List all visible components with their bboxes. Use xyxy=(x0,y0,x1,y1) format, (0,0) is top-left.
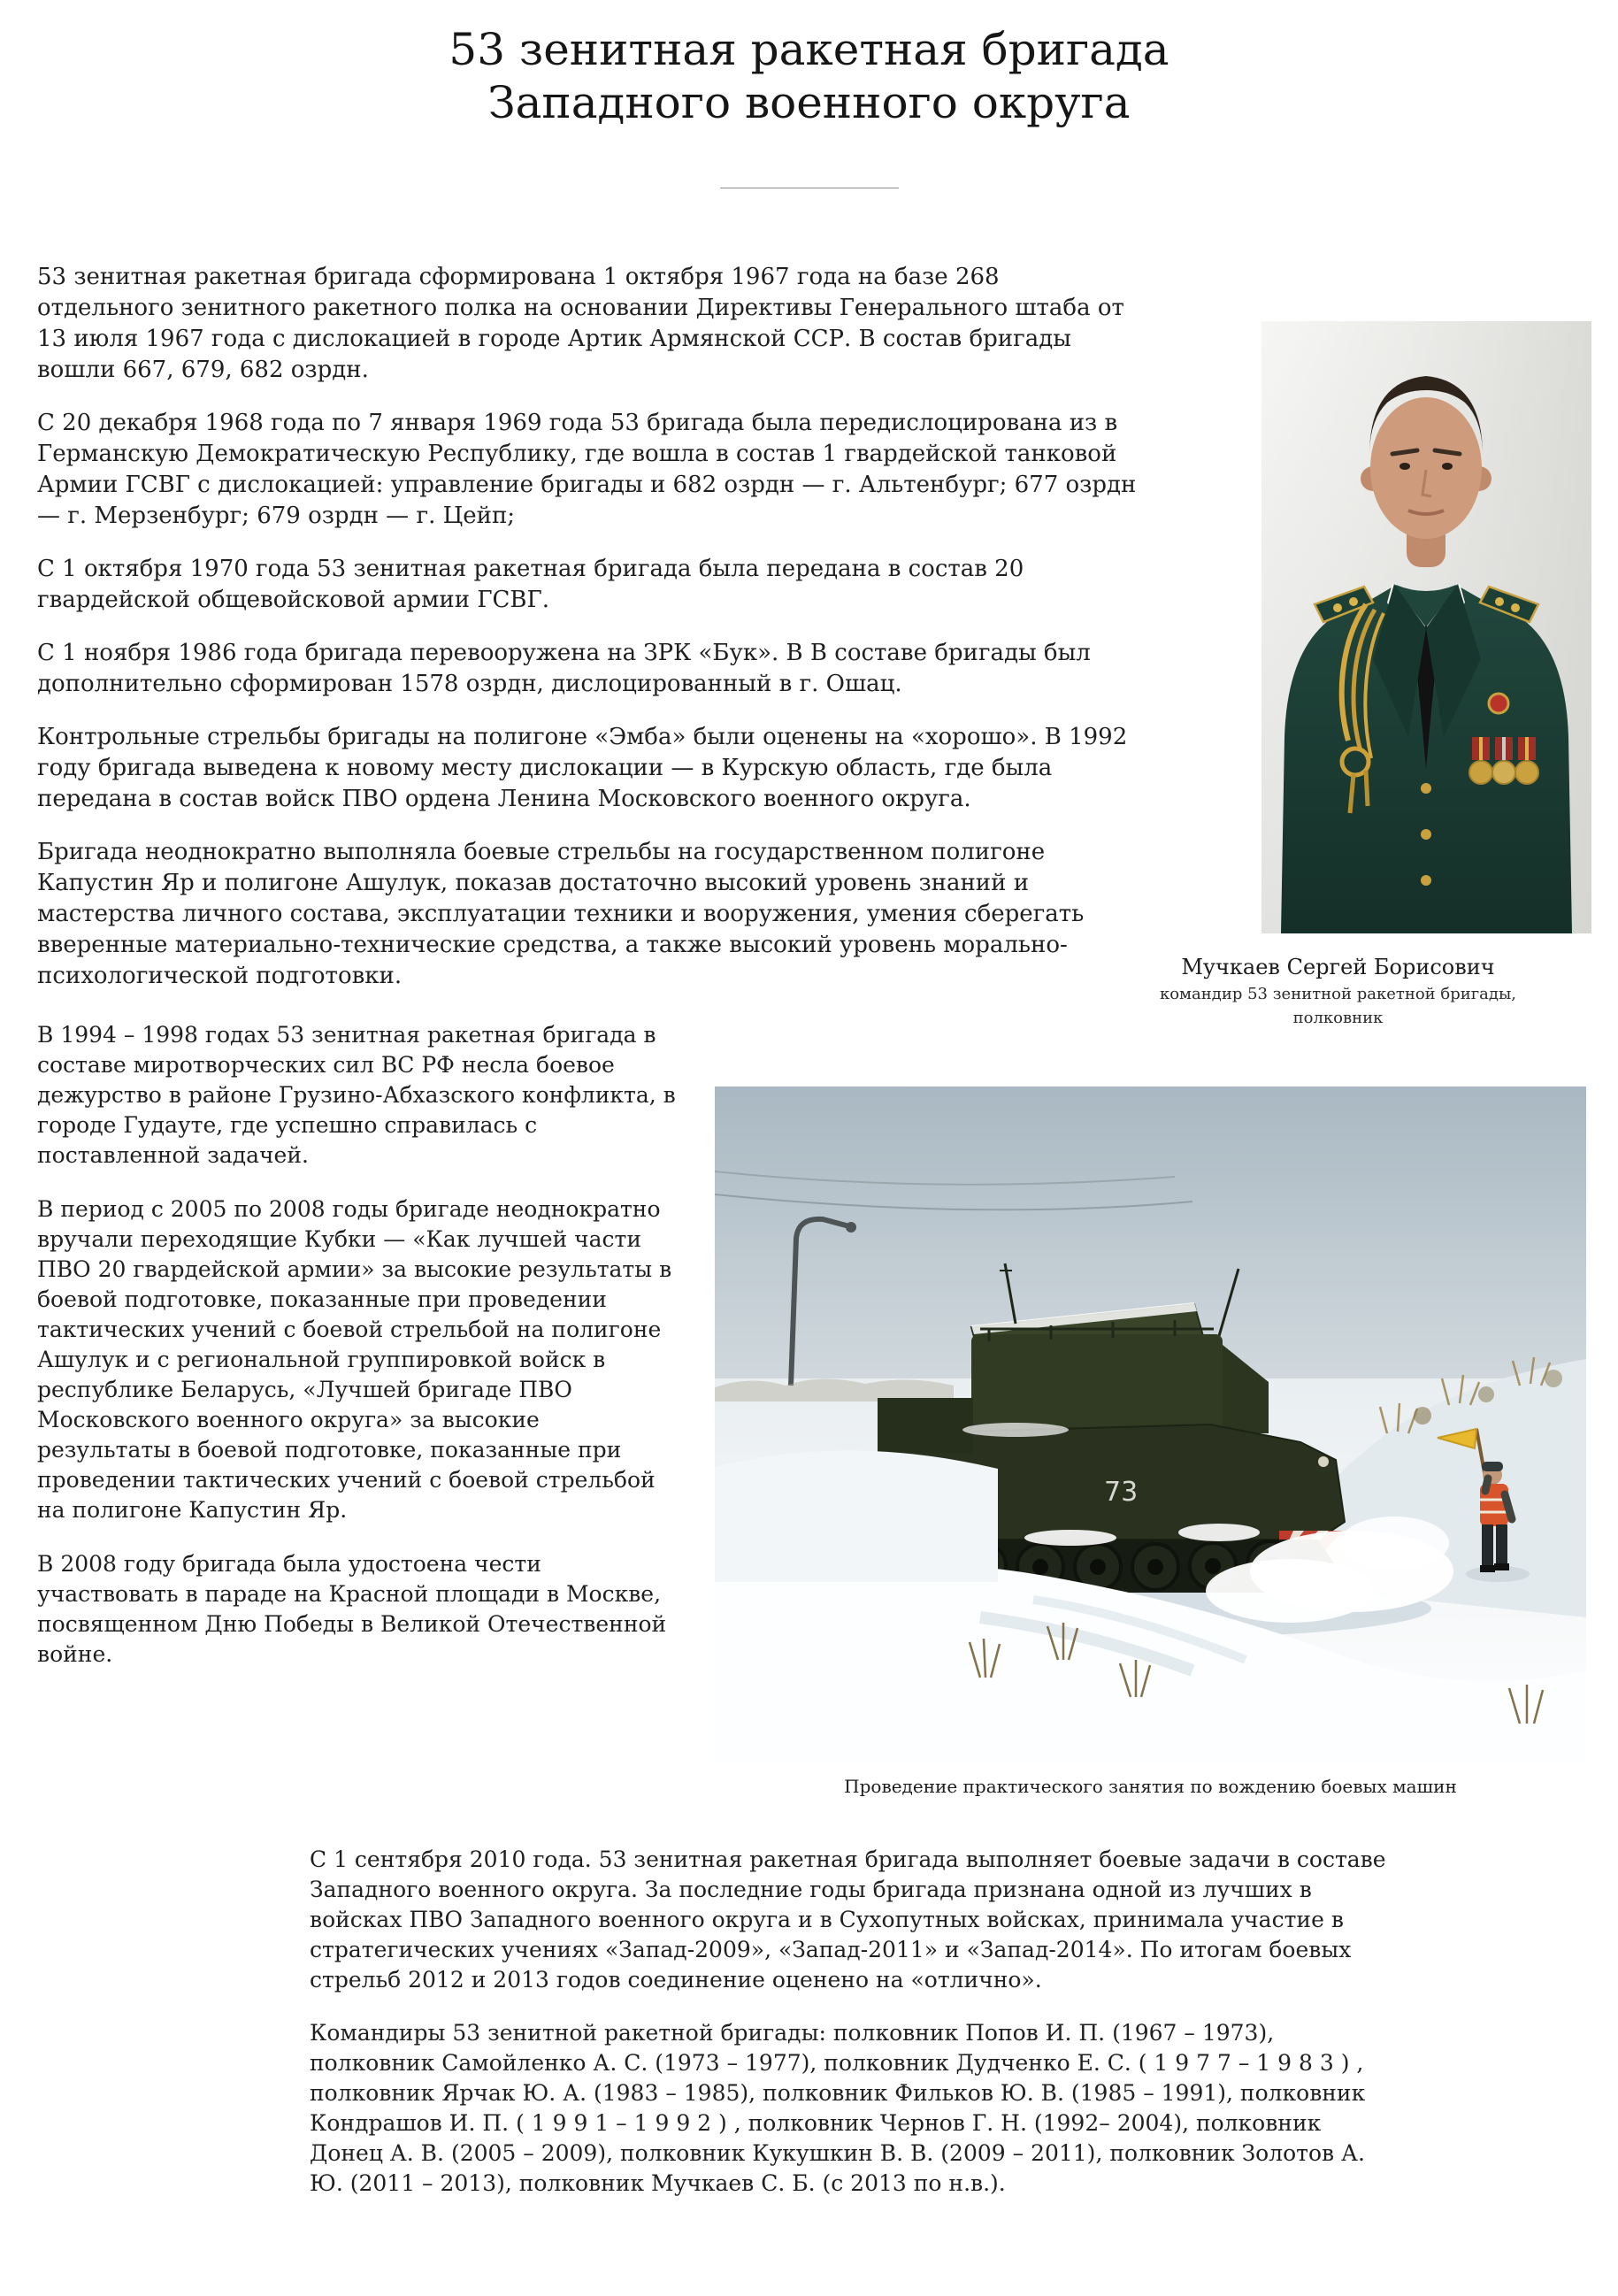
side-paragraph-1: В 1994 – 1998 годах 53 зенитная ракетная бригада в составе миротворческих сил ВС РФ несла боевое дежурство в районе Грузино-Абхазского конфликта, в городе Гудауте, где успешно справилась с поставленной задачей. xyxy=(37,1022,676,1168)
bottom-paragraph-1: С 1 сентября 2010 года. 53 зенитная ракетная бригада выполняет боевые задачи в составе Западного военного округа. За последние годы бригада признана одной из лучших в войсках ПВО Западного военного округа и в Сухопутных войсках, принимала участие в стратегических учениях «Запад-2009», «Запад-2011» и «Запад-2014». По итогам боевых стрельб 2012 и 2013 годов соединение оценено на «отлично». xyxy=(310,1847,1386,1993)
vehicle-photo-image xyxy=(715,1087,1586,1763)
history-paragraph-2: С 20 декабря 1968 года по 7 января 1969 года 53 бригада была передислоцирована из в Германскую Демократическую Республику, где вошла в состав 1 гвардейской танковой Армии ГСВГ с дислокацией: управление бригады и 682 озрдн — г. Альтенбург; 677 озрдн — г. Мерзенбург; 679 озрдн — г. Цейп; xyxy=(37,410,1137,529)
history-paragraph-3: С 1 октября 1970 года 53 зенитная ракетная бригада была передана в состав 20 гвардейской общевойсковой армии ГСВГ. xyxy=(37,556,1024,613)
vehicle-photo-caption: Проведение практического занятия по вождению боевых машин xyxy=(844,1776,1457,1797)
page-title-line2: Западного военного округа xyxy=(487,77,1131,128)
svg-text:73: 73 xyxy=(1104,1477,1139,1508)
portrait-photo-image xyxy=(1261,321,1591,933)
bottom-section xyxy=(310,1845,1398,2222)
page-title-line1: 53 зенитная ракетная бригада xyxy=(449,24,1169,75)
commander-name: Мучкаев Сергей Борисович xyxy=(1181,955,1495,979)
bottom-paragraph-commanders: Командиры 53 зенитной ракетной бригады: полковник Попов И. П. (1967 – 1973), полковник Самойленко А. С. (1973 – 1977), полковник Дудченко Е. С. ( 1 9 7 7 – 1 9 8 3 ) , полковник Ярчак Ю. А. (1983 – 1985), полковник Фильков Ю. В. (1985 – 1991), полковник Кондрашов И. П. ( 1 9 9 1 – 1 9 9 2 ) , полковник Чернов Г. Н. (1992– 2004), полковник Донец А. В. (2005 – 2009), полковник Кукушкин В. В. (2009 – 2011), полковник Золотов А. Ю. (2011 – 2013), полковник Мучкаев С. Б. (с 2013 по н.в.). xyxy=(310,2020,1366,2196)
commander-rank: полковник xyxy=(1292,1009,1384,1027)
history-paragraph-6: Бригада неоднократно выполняла боевые стрельбы на государственном полигоне Капустин Яр и полигоне Ашулук, показав достаточно высокий уровень знаний и мастерства личного состава, эксплуатации техники и вооружения, умения сберегать вверенные материально-технические средства, а также высокий уровень морально-психологической подготовки. xyxy=(37,839,1085,989)
history-paragraph-4: С 1 ноября 1986 года бригада перевооружена на ЗРК «Бук». В В составе бригады был дополнительно сформирован 1578 озрдн, дислоцированный в г. Ошац. xyxy=(37,640,1091,697)
vehicle-photo xyxy=(715,1087,1586,1763)
side-paragraph-2: В период с 2005 по 2008 годы бригаде неоднократно вручали переходящие Кубки — «Как лучшей части ПВО 20 гвардейской армии» за высокие результаты в боевой подготовке, показанные при проведении тактических учений с боевой стрельбой на полигоне Ашулук и с региональной группировкой войск в республике Беларусь, «Лучшей бригаде ПВО Московского военного округа» за высокие результаты в боевой подготовке, показанные при проведении тактических учений с боевой стрельбой на полигоне Капустин Яр. xyxy=(37,1196,672,1523)
history-paragraph-1: 53 зенитная ракетная бригада сформирована 1 октября 1967 года на базе 268 отдельного зенитного ракетного полка на основании Директивы Генерального штаба от 13 июля 1967 года с дислокацией в городе Артик Армянской ССР. В состав бригады вошли 667, 679, 682 озрдн. xyxy=(37,264,1124,383)
portrait-photo xyxy=(1261,321,1591,933)
history-section xyxy=(37,262,1143,992)
portrait-caption xyxy=(1088,952,1588,1030)
commander-role: командир 53 зенитной ракетной бригады, xyxy=(1159,985,1517,1003)
page-title xyxy=(0,23,1618,129)
side-paragraph-3: В 2008 году бригада была удостоена чести участвовать в параде на Красной площади в Москве, посвященном Дню Победы в Великой Отечественной войне. xyxy=(37,1551,667,1667)
history-paragraph-5: Контрольные стрельбы бригады на полигоне «Эмба» были оценены на «хорошо». В 1992 году бригада выведена к новому месту дислокации — в Курскую область, где была передана в состав войск ПВО ордена Ленина Московского военного округа. xyxy=(37,724,1128,812)
